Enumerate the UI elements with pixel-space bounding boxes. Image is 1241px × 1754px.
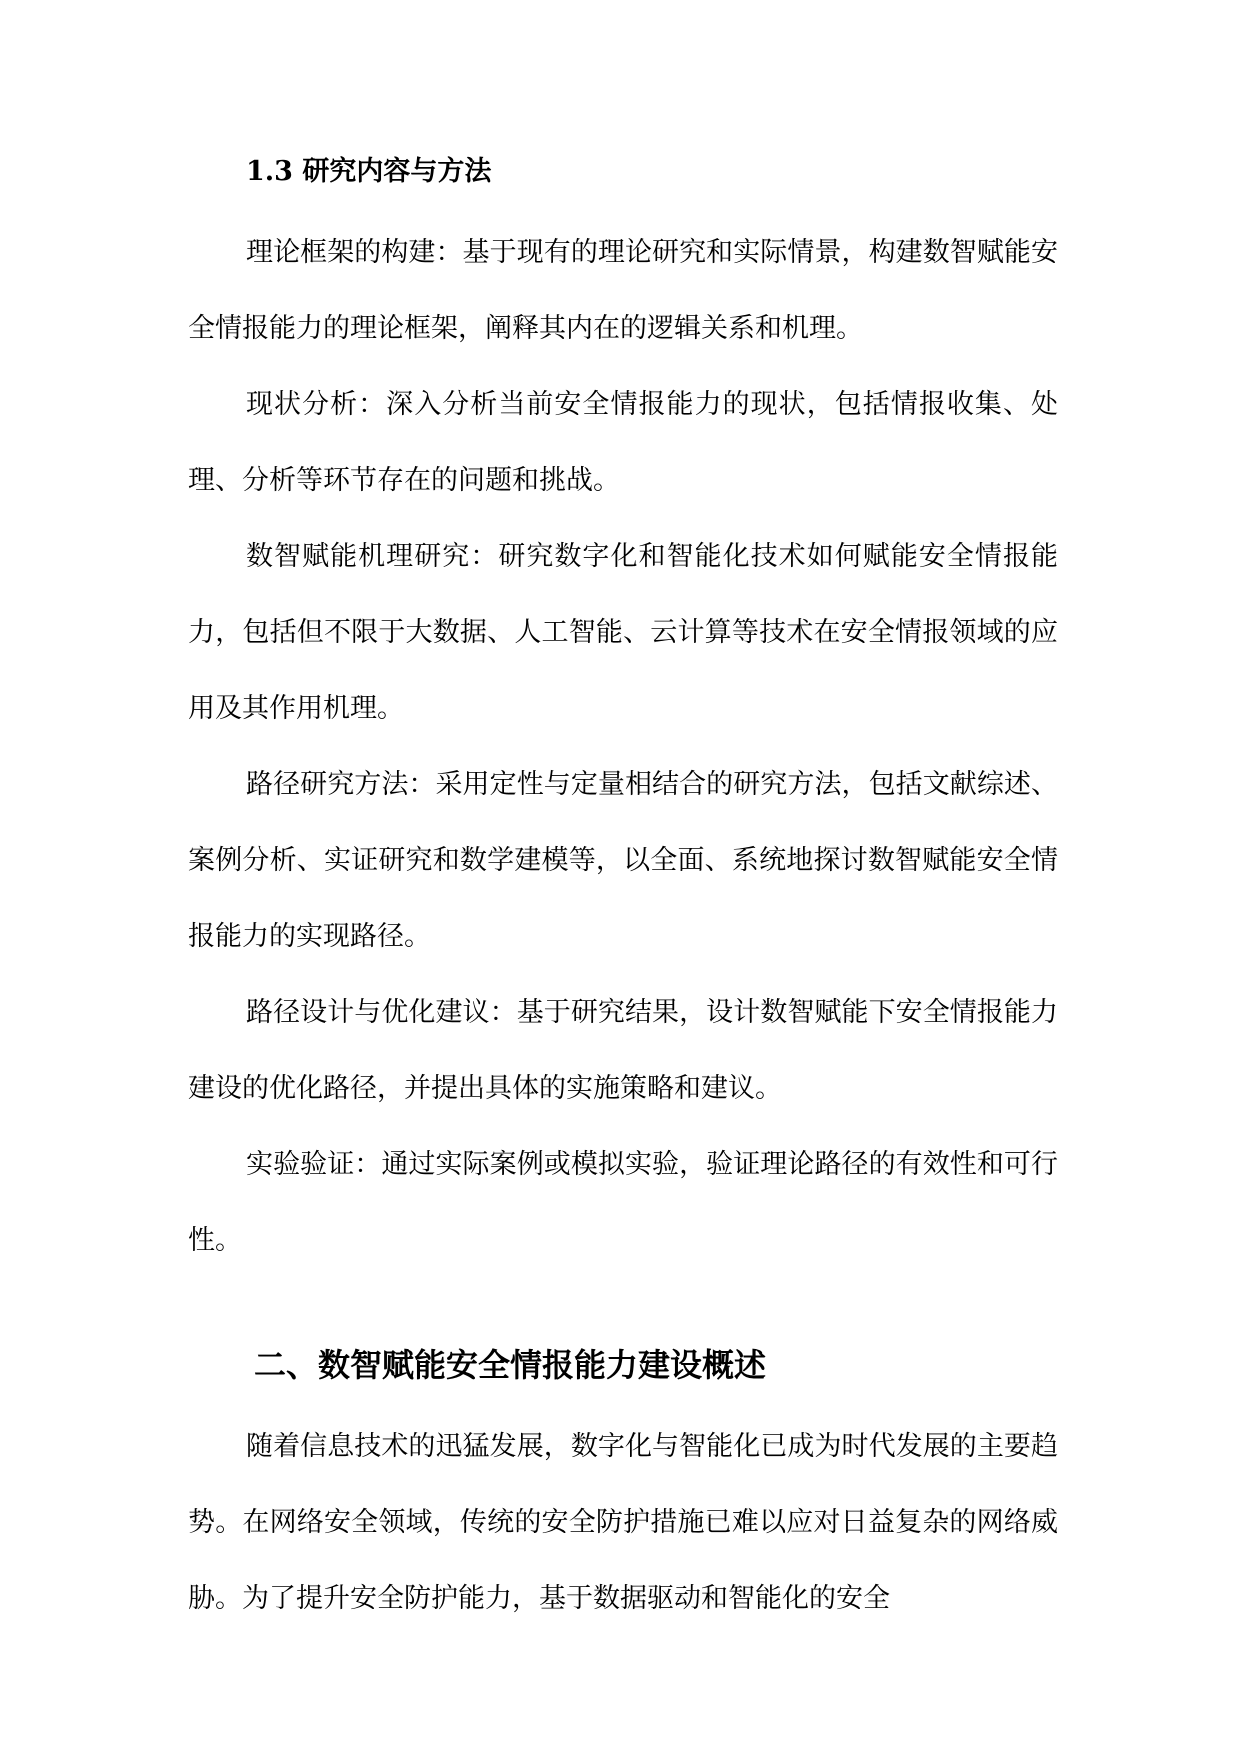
section-heading: 1.3 研究内容与方法 [246,156,492,187]
paragraph-experiment-validation: 实验验证：通过实际案例或模拟实验，验证理论路径的有效性和可行性。 [188,1149,1058,1256]
text-column [188,140,1058,1637]
paragraph-chapter-intro: 随着信息技术的迅猛发展，数字化与智能化已成为时代发展的主要趋势。在网络安全领域，传统的安全防护措施已难以应对日益复杂的网络威胁。为了提升安全防护能力，基于数据驱动和智能化的安全 [188,1431,1058,1614]
paragraph-theory-framework: 理论框架的构建：基于现有的理论研究和实际情景，构建数智赋能安全情报能力的理论框架，阐释其内在的逻辑关系和机理。 [188,237,1058,344]
paragraph-mechanism-research: 数智赋能机理研究：研究数字化和智能化技术如何赋能安全情报能力，包括但不限于大数据、人工智能、云计算等技术在安全情报领域的应用及其作用机理。 [188,541,1058,724]
paragraph-status-analysis: 现状分析：深入分析当前安全情报能力的现状，包括情报收集、处理、分析等环节存在的问题和挑战。 [188,389,1058,496]
chapter-heading: 二、数智赋能安全情报能力建设概述 [254,1346,767,1384]
paragraph-research-methods: 路径研究方法：采用定性与定量相结合的研究方法，包括文献综述、案例分析、实证研究和数学建模等，以全面、系统地探讨数智赋能安全情报能力的实现路径。 [188,769,1058,952]
paragraph-path-design: 路径设计与优化建议：基于研究结果，设计数智赋能下安全情报能力建设的优化路径，并提出具体的实施策略和建议。 [188,997,1058,1104]
